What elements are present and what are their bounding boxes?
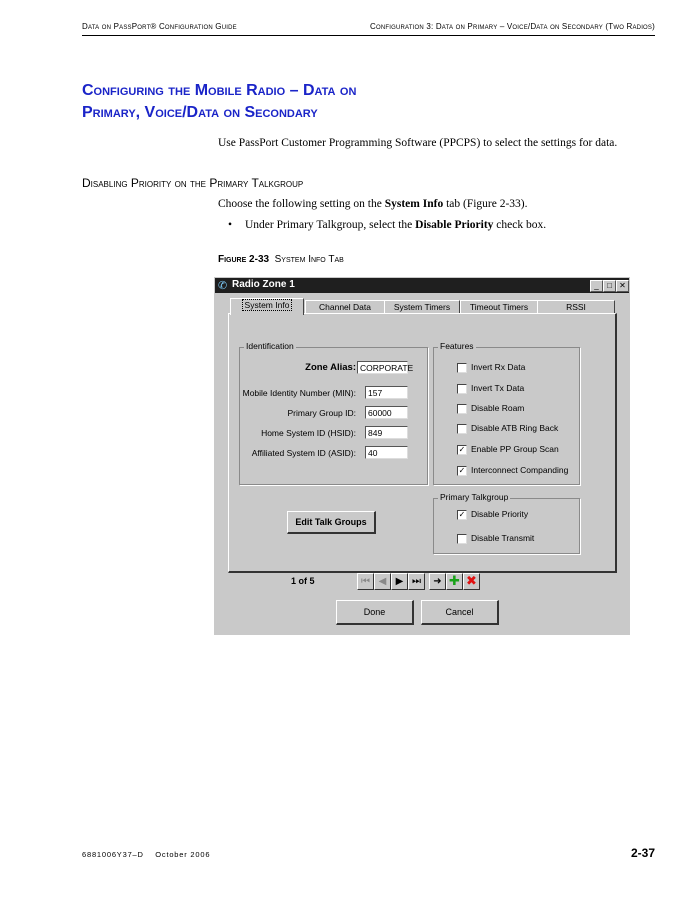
instruction-bold: System Info: [384, 198, 444, 210]
invert-rx-label: Invert Rx Data: [471, 362, 526, 372]
primary-talkgroup-group: [433, 498, 580, 554]
app-icon: ✆: [218, 279, 228, 292]
bullet-marker: •: [228, 219, 233, 231]
pp-group-scan-checkbox[interactable]: ✓: [458, 445, 466, 454]
header-rule: [82, 35, 655, 36]
tab-system-info-label: System Info: [242, 299, 293, 311]
identification-label: Identification: [246, 341, 294, 351]
disable-transmit-checkbox[interactable]: [457, 534, 467, 544]
footer-doc-info: 6881006Y37–D October 2006: [82, 850, 211, 859]
edit-talk-groups-button[interactable]: Edit Talk Groups: [287, 511, 376, 534]
interconnect-companding-label: Interconnect Companding: [471, 465, 569, 475]
hsid-label: Home System ID (HSID):: [261, 428, 356, 438]
disable-atb-label: Disable ATB Ring Back: [471, 423, 559, 433]
previous-record-icon[interactable]: ◀: [374, 573, 391, 590]
section-title-line-1: Configuring the Mobile Radio – Data on: [82, 82, 357, 99]
page-number: 2-37: [630, 846, 655, 860]
dialog-title: Radio Zone 1: [232, 279, 295, 290]
bullet-text: [245, 218, 546, 232]
tab-rssi[interactable]: RSSI: [537, 300, 615, 314]
minimize-icon[interactable]: _: [590, 280, 603, 292]
primary-group-id-label: Primary Group ID:: [287, 408, 356, 418]
running-header-left: Data on PassPort® Configuration Guide: [82, 22, 237, 31]
figure-title: System Info Tab: [274, 254, 344, 265]
zone-alias-input[interactable]: CORPORATE: [357, 361, 408, 374]
maximize-icon[interactable]: □: [603, 280, 616, 292]
primary-talkgroup-label: Primary Talkgroup: [440, 492, 509, 502]
intro-paragraph: Use PassPort Customer Programming Software (PPCPS) to select the settings for data.: [218, 137, 618, 149]
bullet-post: check box.: [493, 219, 547, 231]
disable-roam-label: Disable Roam: [471, 403, 525, 413]
record-counter: 1 of 5: [291, 576, 315, 586]
tab-channel-data[interactable]: Channel Data: [305, 300, 385, 314]
disable-atb-checkbox[interactable]: [457, 424, 467, 434]
features-label: Features: [440, 341, 474, 351]
tab-system-timers[interactable]: System Timers: [384, 300, 460, 314]
close-icon[interactable]: ✕: [616, 280, 629, 292]
cancel-button[interactable]: Cancel: [421, 600, 499, 625]
disable-roam-checkbox[interactable]: [457, 404, 467, 414]
done-button[interactable]: Done: [336, 600, 414, 625]
next-record-icon[interactable]: ▶: [391, 573, 408, 590]
invert-tx-label: Invert Tx Data: [471, 383, 525, 393]
figure-number: Figure 2-33: [218, 254, 270, 265]
primary-group-id-input[interactable]: 60000: [365, 406, 408, 419]
zone-alias-label: Zone Alias:: [305, 362, 356, 373]
last-record-icon[interactable]: ⏭: [408, 573, 425, 590]
min-input[interactable]: 157: [365, 386, 408, 399]
instruction-paragraph: [218, 197, 528, 211]
min-label: Mobile Identity Number (MIN):: [242, 388, 356, 398]
hsid-input[interactable]: 849: [365, 426, 408, 439]
first-record-icon[interactable]: ⏮: [357, 573, 374, 590]
tab-timeout-timers[interactable]: Timeout Timers: [460, 300, 538, 314]
invert-tx-checkbox[interactable]: [457, 384, 467, 394]
bullet-pre: Under Primary Talkgroup, select the: [245, 219, 416, 231]
interconnect-companding-checkbox[interactable]: ✓: [458, 466, 466, 475]
disable-priority-checkbox[interactable]: ✓: [458, 510, 466, 519]
pp-group-scan-label: Enable PP Group Scan: [471, 444, 559, 454]
bullet-bold: Disable Priority: [415, 219, 494, 231]
instruction-post: tab (Figure 2-33).: [443, 198, 528, 210]
invert-rx-checkbox[interactable]: [457, 363, 467, 373]
disable-priority-label: Disable Priority: [471, 509, 529, 519]
section-title: [82, 80, 642, 124]
disable-transmit-label: Disable Transmit: [471, 533, 535, 543]
add-record-icon[interactable]: ✚: [446, 573, 463, 590]
section-title-line-2: Primary, Voice/Data on Secondary: [82, 104, 318, 121]
goto-record-icon[interactable]: ➜: [429, 573, 446, 590]
asid-input[interactable]: 40: [365, 446, 408, 459]
running-header-right: Configuration 3: Data on Primary – Voice/Data on Secondary (Two Radios): [369, 22, 655, 31]
tab-system-info[interactable]: [230, 298, 304, 315]
subheading: Disabling Priority on the Primary Talkgroup: [82, 176, 304, 190]
instruction-pre: Choose the following setting on the: [218, 198, 385, 210]
figure-caption: [218, 254, 344, 265]
delete-record-icon[interactable]: ✖: [463, 573, 480, 590]
asid-label: Affiliated System ID (ASID):: [251, 448, 356, 458]
